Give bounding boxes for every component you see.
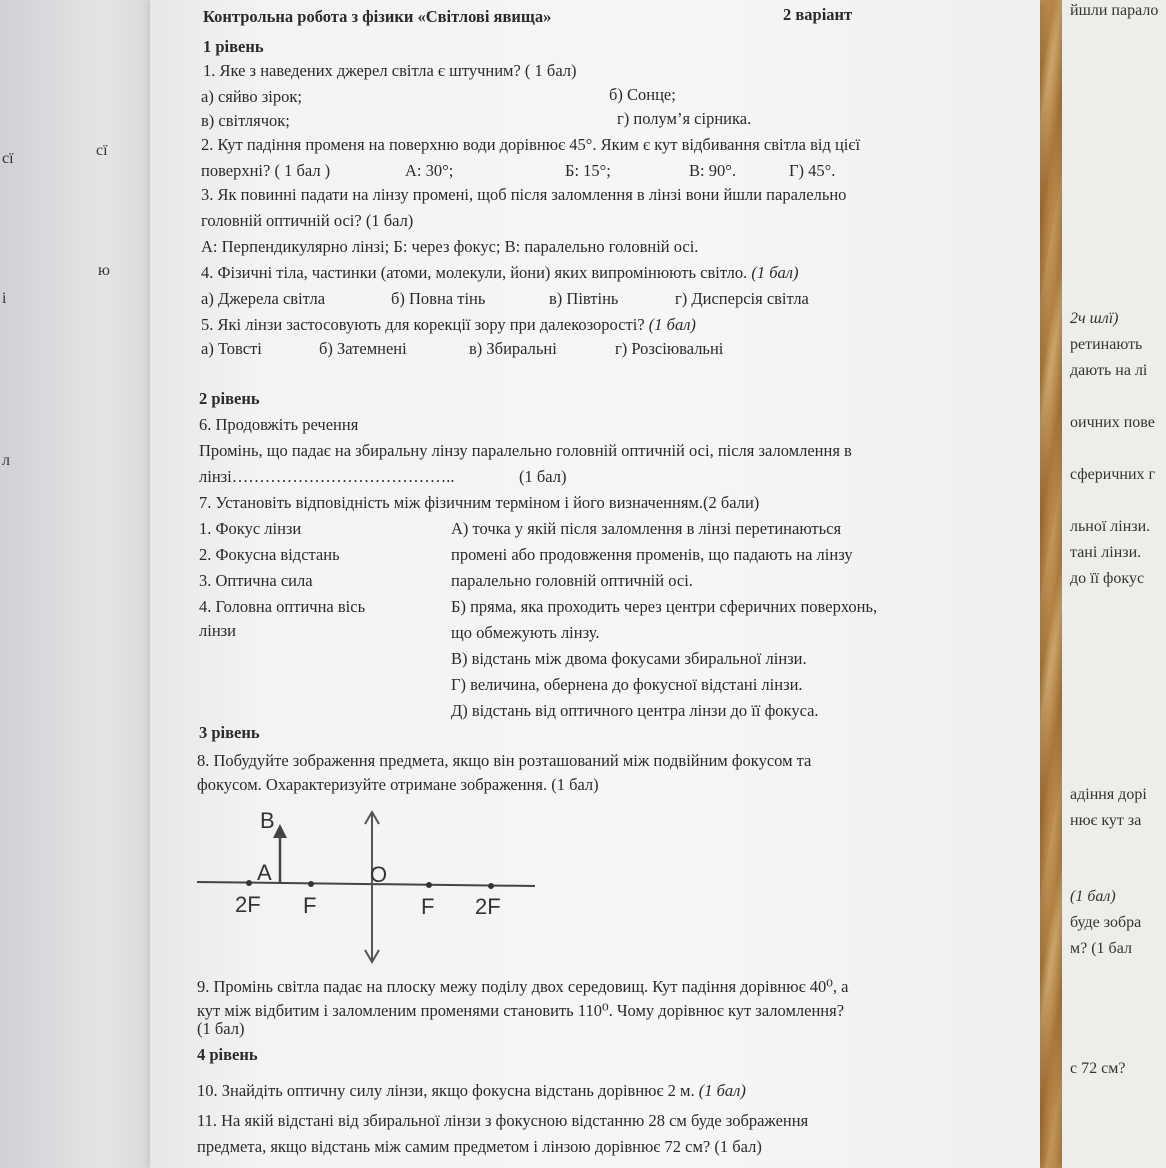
- point-f-left: [308, 881, 314, 887]
- q7-term-1: 1. Фокус лінзи: [199, 519, 302, 538]
- label-o: O: [370, 862, 388, 887]
- right-margin-fragment: до її фокус: [1070, 570, 1145, 587]
- point-2f-left: [246, 880, 252, 886]
- left-margin-fragment: ю: [98, 262, 110, 279]
- point-f-right: [426, 882, 432, 888]
- question-4-points: (1 бал): [751, 263, 799, 282]
- question-5-points: (1 бал): [648, 315, 696, 334]
- question-10-text: 10. Знайдіть оптичну силу лінзи, якщо фокусна відстань дорівнює 2 м.: [197, 1081, 695, 1100]
- label-f-left: F: [303, 893, 317, 918]
- question-11-line-2: предмета, якщо відстань між самим предметом і лінзою дорівнює 72 см? (1 бал): [197, 1137, 762, 1156]
- question-6-line-2: лінзі…………………………………..: [199, 467, 455, 486]
- question-3-line-2: головній оптичній осі? (1 бал): [201, 211, 414, 230]
- question-11-line-1: 11. На якій відстані від збиральної лінзи з фокусною відстанню 28 см буде зображення: [197, 1111, 809, 1130]
- question-10: [197, 1080, 746, 1102]
- question-5-text: 5. Які лінзи застосовують для корекції зору при далекозорості?: [201, 315, 645, 334]
- q7-definition: що обмежують лінзу.: [451, 623, 600, 642]
- q2-option-c: В: 90°.: [689, 161, 736, 180]
- point-2f-right: [488, 883, 494, 889]
- right-margin-fragment: оичних пове: [1070, 414, 1155, 431]
- question-4-text: 4. Фізичні тіла, частинки (атоми, молекули, йони) яких випромінюють світло.: [201, 263, 748, 282]
- right-margin-fragment: йшли парало: [1070, 2, 1159, 19]
- q1-option-b: б) Сонце;: [609, 85, 676, 104]
- q4-option-b: б) Повна тінь: [391, 289, 486, 308]
- label-f-right: F: [421, 894, 435, 919]
- right-margin-fragment: тані лінзи.: [1070, 544, 1142, 561]
- lens-diagram: [197, 802, 557, 972]
- q7-definition: промені або продовження променів, що падають на лінзу: [451, 545, 853, 564]
- q2-option-d: Г) 45°.: [789, 161, 836, 180]
- q7-term-2: 2. Фокусна відстань: [199, 545, 340, 564]
- right-margin-fragment: дають на лі: [1070, 362, 1148, 379]
- question-8-line-1: 8. Побудуйте зображення предмета, якщо він розташований між подвійним фокусом та: [197, 751, 812, 770]
- right-margin-fragment: с 72 см?: [1070, 1060, 1126, 1077]
- question-1: 1. Яке з наведених джерел світла є штучним? ( 1 бал): [203, 61, 577, 80]
- q7-definition: паралельно головній оптичній осі.: [451, 571, 693, 590]
- test-sheet: [150, 0, 1040, 1168]
- right-margin-fragment: буде зобра: [1070, 914, 1142, 931]
- test-title: Контрольна робота з фізики «Світлові явища»: [203, 7, 552, 26]
- question-7-title: 7. Установіть відповідність між фізичним терміном і його визначенням.(2 бали): [199, 493, 760, 512]
- question-6-points: (1 бал): [519, 467, 567, 486]
- right-margin-fragment: сферичних г: [1070, 466, 1156, 483]
- right-margin-fragment: м? (1 бал: [1070, 940, 1132, 957]
- label-a: A: [257, 860, 272, 885]
- question-5: [201, 314, 696, 336]
- q5-option-d: г) Розсіювальні: [615, 339, 724, 358]
- left-margin-fragment: л: [2, 452, 10, 469]
- label-2f-right: 2F: [475, 894, 501, 919]
- right-margin-fragment: адіння дорі: [1070, 786, 1147, 803]
- right-margin-fragment: льної лінзи.: [1070, 518, 1151, 535]
- question-9-line-1: 9. Промінь світла падає на плоску межу поділу двох середовищ. Кут падіння дорівнює 40⁰, а: [197, 977, 849, 996]
- question-3-line-1: 3. Як повинні падати на лінзу промені, щоб після заломлення в лінзі вони йшли паралельно: [201, 185, 847, 204]
- variant-label: 2 варіант: [783, 5, 853, 24]
- q2-option-a: А: 30°;: [405, 161, 454, 180]
- question-4: [201, 262, 799, 284]
- question-6-title: 6. Продовжіть речення: [199, 415, 359, 434]
- question-2-line-2: поверхні? ( 1 бал ): [201, 161, 331, 180]
- q7-definition: Г) величина, обернена до фокусної відстані лінзи.: [451, 675, 803, 694]
- q1-option-a: а) сяйво зірок;: [201, 87, 302, 106]
- q7-definition: А) точка у якій після заломлення в лінзі перетинаються: [451, 519, 842, 538]
- question-6-line-1: Промінь, що падає на збиральну лінзу паралельно головній оптичній осі, після заломлення в: [199, 441, 852, 460]
- right-page-edge: [1062, 0, 1166, 1168]
- q7-term-3: 3. Оптична сила: [199, 571, 313, 590]
- question-10-points: (1 бал): [698, 1081, 746, 1100]
- question-2-line-1: 2. Кут падіння променя на поверхню води дорівнює 45°. Яким є кут відбивання світла від цієї: [201, 135, 861, 154]
- right-margin-fragment: (1 бал): [1070, 888, 1116, 905]
- q1-option-d: г) полум’я сірника.: [617, 109, 752, 128]
- q4-option-d: г) Дисперсія світла: [675, 289, 809, 308]
- question-9-line-3: (1 бал): [197, 1019, 245, 1038]
- q7-definition: Б) пряма, яка проходить через центри сферичних поверхонь,: [451, 597, 878, 616]
- left-margin-fragment: і: [2, 290, 7, 307]
- q3-options: А: Перпендикулярно лінзі; Б: через фокус; В: паралельно головній осі.: [201, 237, 699, 256]
- q7-term-4: 4. Головна оптична вісь: [199, 597, 366, 616]
- level-4-title: 4 рівень: [197, 1045, 258, 1064]
- right-margin-fragment: ретинають: [1070, 336, 1143, 353]
- level-2-title: 2 рівень: [199, 389, 260, 408]
- right-margin-fragment: нює кут за: [1070, 812, 1142, 829]
- left-margin-fragment: сї: [2, 150, 14, 167]
- left-margin-fragment: сї: [96, 142, 108, 159]
- label-b: B: [260, 808, 275, 833]
- q4-option-c: в) Півтінь: [549, 289, 619, 308]
- q1-option-c: в) світлячок;: [201, 111, 290, 130]
- q4-option-a: а) Джерела світла: [201, 289, 326, 308]
- left-page-edge: [0, 0, 150, 1168]
- q7-term-4-cont: лінзи: [199, 621, 236, 640]
- q2-option-b: Б: 15°;: [565, 161, 611, 180]
- q7-definition: Д) відстань від оптичного центра лінзи до її фокуса.: [451, 701, 819, 720]
- object-arrowhead: [273, 824, 287, 838]
- right-margin-fragment: 2ч шлї): [1070, 310, 1119, 327]
- q5-option-c: в) Збиральні: [469, 339, 557, 358]
- level-3-title: 3 рівень: [199, 723, 260, 742]
- q7-definition: В) відстань між двома фокусами збиральної лінзи.: [451, 649, 807, 668]
- label-2f-left: 2F: [235, 892, 261, 917]
- level-1-title: 1 рівень: [203, 37, 264, 56]
- q5-option-a: а) Товсті: [201, 339, 262, 358]
- question-9-line-2: кут між відбитим і заломленим променями становить 110⁰. Чому дорівнює кут заломлення?: [197, 1001, 845, 1020]
- question-8-line-2: фокусом. Охарактеризуйте отримане зображення. (1 бал): [197, 775, 599, 794]
- q5-option-b: б) Затемнені: [319, 339, 407, 358]
